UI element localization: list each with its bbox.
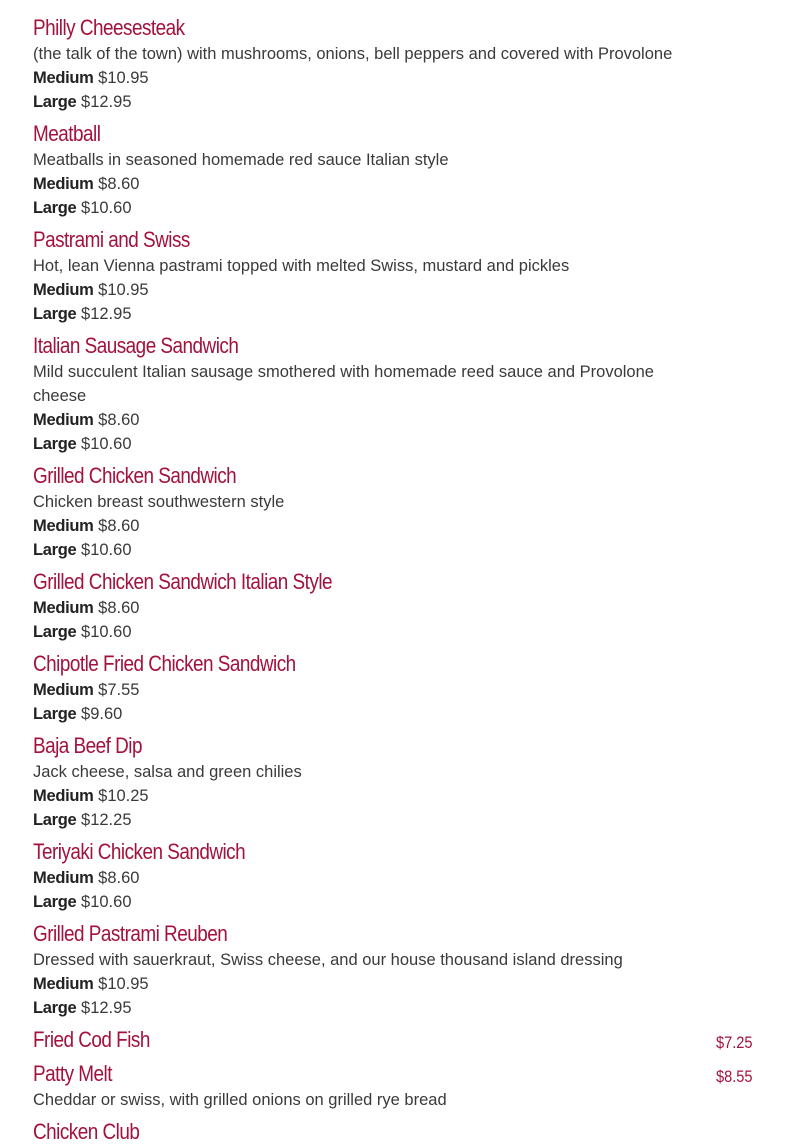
item-description: Meatballs in seasoned homemade red sauce Italian style (33, 151, 449, 169)
item-description: Chicken breast southwestern style (33, 493, 285, 511)
size-price: $12.95 (81, 93, 132, 111)
size-price: $8.60 (98, 411, 140, 429)
size-price: $10.60 (81, 623, 132, 641)
item-name: Patty Melt (33, 1061, 112, 1086)
menu-item (33, 332, 753, 456)
size-price-line (33, 538, 753, 562)
size-price-line (33, 596, 753, 620)
size-price-line (33, 90, 753, 114)
menu-item (33, 568, 753, 644)
size-price-line (33, 866, 753, 890)
menu-item (33, 120, 753, 220)
item-name: Meatball (33, 121, 101, 146)
size-price: $10.95 (98, 281, 149, 299)
size-price-line (33, 784, 753, 808)
size-label: Medium (33, 869, 94, 887)
size-price: $8.60 (98, 175, 140, 193)
size-price: $7.55 (98, 681, 140, 699)
size-label: Medium (33, 175, 94, 193)
size-price-line (33, 172, 753, 196)
size-label: Large (33, 435, 77, 453)
size-label: Medium (33, 681, 94, 699)
size-price-line (33, 66, 753, 90)
item-name: Grilled Chicken Sandwich Italian Style (33, 569, 333, 594)
size-price: $10.60 (81, 893, 132, 911)
size-price: $10.60 (81, 435, 132, 453)
size-price: $10.95 (98, 975, 149, 993)
item-name: Philly Cheesesteak (33, 15, 185, 40)
item-name: Italian Sausage Sandwich (33, 333, 239, 358)
size-label: Large (33, 93, 77, 111)
size-price: $10.95 (98, 69, 149, 87)
size-price-line (33, 302, 753, 326)
size-price: $12.95 (81, 999, 132, 1017)
size-label: Medium (33, 69, 94, 87)
size-price-line (33, 808, 753, 832)
size-price-line (33, 890, 753, 914)
size-label: Medium (33, 599, 94, 617)
menu-item (33, 14, 753, 114)
size-price: $10.25 (98, 787, 149, 805)
item-description: Jack cheese, salsa and green chilies (33, 763, 302, 781)
size-price: $12.25 (81, 811, 132, 829)
size-price-line (33, 620, 753, 644)
item-description: Cheddar or swiss, with grilled onions on grilled rye bread (33, 1091, 447, 1109)
size-label: Large (33, 999, 77, 1017)
menu-item (33, 462, 753, 562)
menu-item (33, 1118, 753, 1146)
size-price: $8.60 (98, 599, 140, 617)
size-label: Medium (33, 281, 94, 299)
item-name: Grilled Pastrami Reuben (33, 921, 228, 946)
size-label: Medium (33, 975, 94, 993)
menu-item (33, 838, 753, 914)
size-label: Large (33, 623, 77, 641)
size-label: Large (33, 893, 77, 911)
size-label: Large (33, 305, 77, 323)
size-price-line (33, 196, 753, 220)
size-price: $10.60 (81, 199, 132, 217)
size-price-line (33, 678, 753, 702)
size-price-line (33, 702, 753, 726)
menu-item (33, 226, 753, 326)
size-price: $8.60 (98, 517, 140, 535)
menu-item (33, 1026, 753, 1054)
item-name: Grilled Chicken Sandwich (33, 463, 237, 488)
size-price-line (33, 408, 753, 432)
size-price: $8.60 (98, 869, 140, 887)
menu-item (33, 1060, 753, 1112)
menu-item (33, 920, 753, 1020)
size-price-line (33, 514, 753, 538)
size-price: $10.60 (81, 541, 132, 559)
size-label: Large (33, 541, 77, 559)
size-label: Medium (33, 517, 94, 535)
item-price: $7.25 (716, 1033, 753, 1052)
size-label: Large (33, 705, 77, 723)
item-name: Fried Cod Fish (33, 1027, 150, 1052)
menu-item (33, 650, 753, 726)
item-name: Teriyaki Chicken Sandwich (33, 839, 246, 864)
item-description: Dressed with sauerkraut, Swiss cheese, and our house thousand island dressing (33, 951, 623, 969)
size-price-line (33, 432, 753, 456)
item-description: (the talk of the town) with mushrooms, onions, bell peppers and covered with Provolone (33, 45, 673, 63)
item-name: Chipotle Fried Chicken Sandwich (33, 651, 296, 676)
size-label: Medium (33, 411, 94, 429)
size-label: Medium (33, 787, 94, 805)
size-label: Large (33, 199, 77, 217)
size-price: $12.95 (81, 305, 132, 323)
size-label: Large (33, 811, 77, 829)
size-price-line (33, 278, 753, 302)
size-price: $9.60 (81, 705, 123, 723)
item-description: Hot, lean Vienna pastrami topped with melted Swiss, mustard and pickles (33, 257, 570, 275)
size-price-line (33, 972, 753, 996)
item-description: Mild succulent Italian sausage smothered with homemade reed sauce and Provolone cheese (33, 363, 654, 405)
item-price: $8.55 (716, 1067, 753, 1086)
item-name: Pastrami and Swiss (33, 227, 190, 252)
menu-item (33, 732, 753, 832)
item-name: Baja Beef Dip (33, 733, 142, 758)
item-name: Chicken Club (33, 1119, 140, 1144)
size-price-line (33, 996, 753, 1020)
